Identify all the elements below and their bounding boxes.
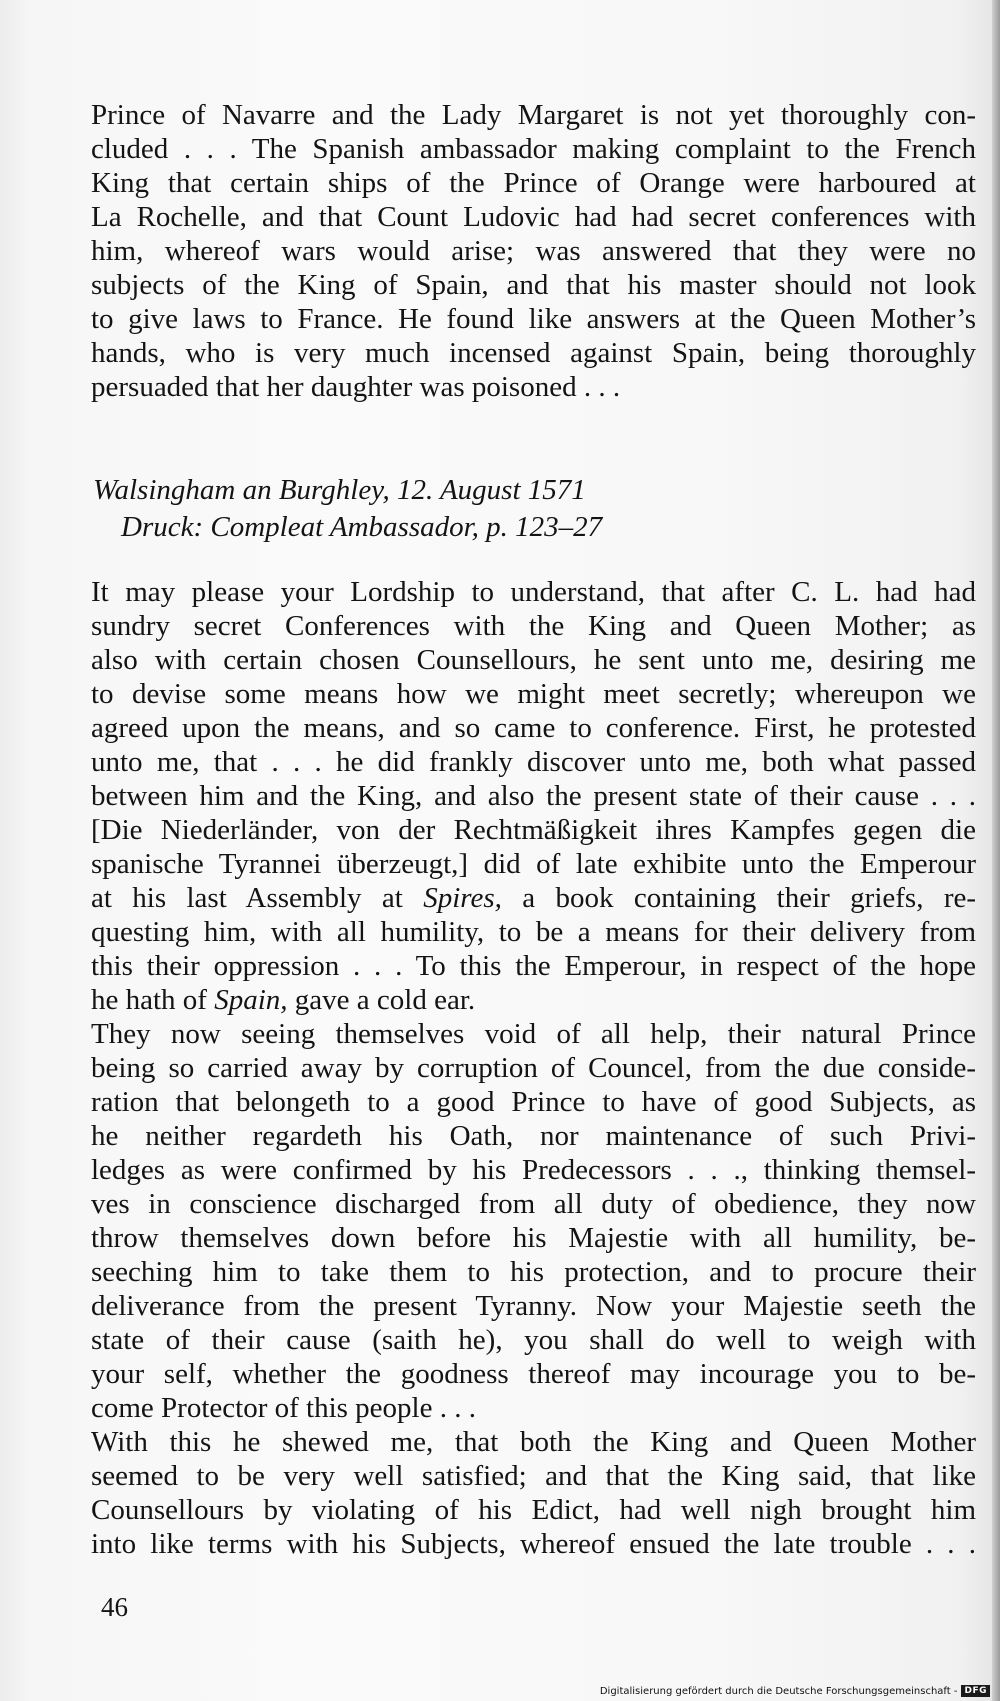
- text-line: Prince of Navarre and the Lady Margaret is not yet thoroughly con-: [91, 99, 976, 131]
- text-fragment: gave a cold ear.: [287, 984, 476, 1016]
- text-line: ration that belongeth to a good Prince to have of good Subjects, as: [91, 1086, 976, 1118]
- text-line: seeching him to take them to his protection, and to procure their: [91, 1256, 976, 1288]
- page-number: 46: [101, 1592, 128, 1622]
- text-line: King that certain ships of the Prince of Orange were harboured at: [91, 167, 976, 199]
- text-line: persuaded that her daughter was poisoned . . .: [91, 371, 621, 403]
- text-fragment: he hath of: [91, 984, 215, 1016]
- text-line: come Protector of this people . . .: [91, 1392, 476, 1424]
- credit-text: Digitalisierung gefördert durch die Deutsche Forschungsgemeinschaft -: [599, 1685, 958, 1697]
- text-line: hands, who is very much incensed against Spain, being thoroughly: [91, 337, 976, 369]
- text-line: ves in conscience discharged from all duty of obedience, they now: [91, 1188, 976, 1220]
- text-line: into like terms with his Subjects, whereof ensued the late trouble . . .: [91, 1528, 976, 1560]
- text-line: deliverance from the present Tyranny. Now your Majestie seeth the: [91, 1290, 976, 1322]
- text-line: your self, whether the goodness thereof may incourage you to be-: [91, 1358, 976, 1390]
- document-source: Druck: Compleat Ambassador, p. 123–27: [121, 511, 603, 543]
- text-line: him, whereof wars would arise; was answered that they were no: [91, 235, 976, 267]
- text-line: ledges as were confirmed by his Predecessors . . ., thinking themsel-: [91, 1154, 976, 1186]
- place-name: Spain,: [214, 984, 288, 1016]
- text-line: [Die Niederländer, von der Rechtmäßigkeit ihres Kampfes gegen die: [91, 814, 976, 846]
- page-edge-shadow: [992, 0, 1000, 1701]
- text-line: With this he shewed me, that both the King and Queen Mother: [91, 1426, 976, 1458]
- text-line: It may please your Lordship to understand, that after C. L. had had: [91, 576, 976, 608]
- text-line: unto me, that . . . he did frankly discover unto me, both what passed: [91, 746, 976, 778]
- text-line: this their oppression . . . To this the Emperour, in respect of the hope: [91, 950, 976, 982]
- text-line: to give laws to France. He found like answers at the Queen Mother’s: [91, 303, 976, 335]
- text-line: throw themselves down before his Majestie with all humility, be-: [91, 1222, 976, 1254]
- text-line: [91, 881, 976, 915]
- text-line: spanische Tyrannei überzeugt,] did of late exhibite unto the Emperour: [91, 848, 976, 880]
- text-line: questing him, with all humility, to be a means for their delivery from: [91, 916, 976, 948]
- text-line: also with certain chosen Counsellours, he sent unto me, desiring me: [91, 644, 976, 676]
- text-line: state of their cause (saith he), you shall do well to weigh with: [91, 1324, 976, 1356]
- text-line: he neither regardeth his Oath, nor maintenance of such Privi-: [91, 1120, 976, 1152]
- document-heading: Walsingham an Burghley, 12. August 1571: [93, 474, 586, 506]
- text-line: [91, 983, 976, 1017]
- text-line: agreed upon the means, and so came to conference. First, he protested: [91, 712, 976, 744]
- text-line: They now seeing themselves void of all help, their natural Prince: [91, 1018, 976, 1050]
- text-line: Counsellours by violating of his Edict, had well nigh brought him: [91, 1494, 976, 1526]
- text-line: to devise some means how we might meet secretly; whereupon we: [91, 678, 976, 710]
- text-line: cluded . . . The Spanish ambassador making complaint to the French: [91, 133, 976, 165]
- letter-excerpt-continued: [91, 98, 976, 404]
- text-fragment: at his last Assembly at: [91, 882, 424, 914]
- digitization-credit: [600, 1685, 990, 1697]
- text-line: sundry secret Conferences with the King and Queen Mother; as: [91, 610, 976, 642]
- text-line: La Rochelle, and that Count Ludovic had had secret conferences with: [91, 201, 976, 233]
- place-name: Spires,: [423, 882, 502, 914]
- text-line: being so carried away by corruption of Councel, from the due conside-: [91, 1052, 976, 1084]
- dfg-logo: DFG: [961, 1685, 990, 1697]
- letter-body: [91, 575, 976, 1561]
- text-line: subjects of the King of Spain, and that his master should not look: [91, 269, 976, 301]
- text-line: between him and the King, and also the present state of their cause . . .: [91, 780, 976, 812]
- text-fragment: a book containing their griefs, re-: [501, 882, 976, 914]
- text-line: seemed to be very well satisfied; and that the King said, that like: [91, 1460, 976, 1492]
